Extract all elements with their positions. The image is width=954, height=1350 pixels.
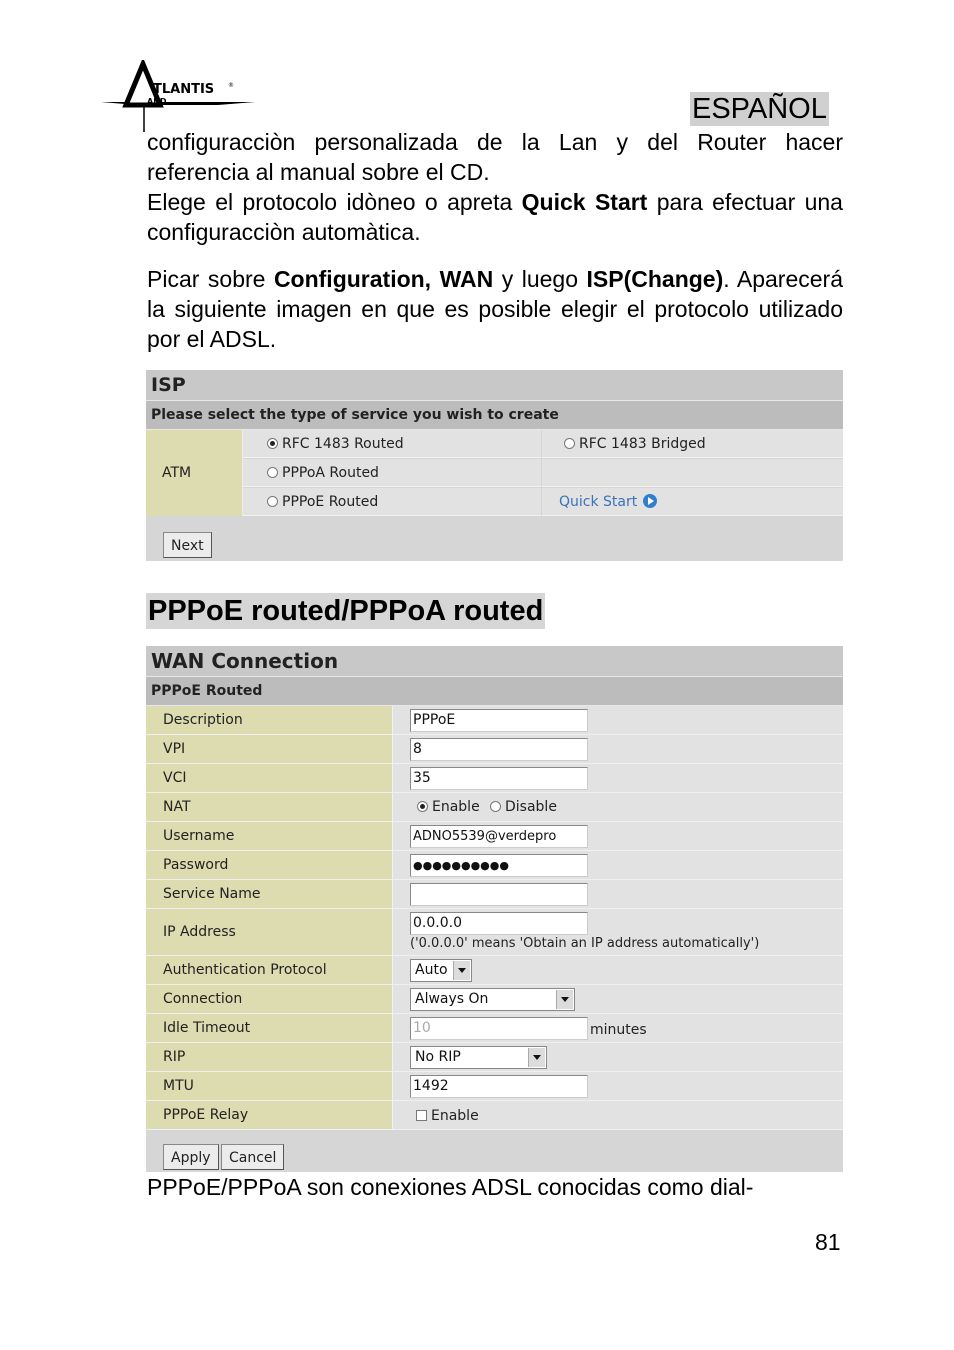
row-rip: RIP No RIP: [146, 1043, 843, 1072]
apply-button[interactable]: Apply: [163, 1144, 219, 1170]
nat-disable-option[interactable]: Disable: [490, 793, 557, 822]
option-pppoa-routed[interactable]: PPPoA Routed: [243, 459, 541, 487]
empty-cell: [542, 459, 843, 487]
pppoe-relay-checkbox[interactable]: [416, 1110, 427, 1121]
wan-connection-panel: [146, 646, 843, 1172]
option-pppoe-routed[interactable]: PPPoE Routed: [243, 488, 541, 516]
isp-subtitle: Please select the type of service you wish to create: [146, 401, 843, 430]
ip-address-hint: ('0.0.0.0' means 'Obtain an IP address automatically'): [410, 936, 760, 951]
wan-title: WAN Connection: [146, 646, 843, 677]
radio-rfc1483-bridged[interactable]: [564, 438, 575, 449]
nat-enable-option[interactable]: Enable: [417, 793, 480, 822]
option-rfc1483-routed[interactable]: RFC 1483 Routed: [243, 430, 541, 458]
next-button[interactable]: Next: [163, 532, 212, 558]
row-mtu: MTU 1492: [146, 1072, 843, 1101]
atlantis-logo: [98, 60, 258, 135]
pppoe-relay-option[interactable]: Enable: [416, 1102, 479, 1131]
wan-subtitle: PPPoE Routed: [146, 677, 843, 706]
row-description: Description PPPoE: [146, 706, 843, 735]
row-service-name: Service Name: [146, 880, 843, 909]
auth-protocol-select[interactable]: Auto: [410, 959, 472, 982]
intro-paragraph-3: Picar sobre Configuration, WAN y luego ISP(Change). Aparecerá la siguiente imagen en que es posible elegir el protocolo utilizado por el ADSL.: [147, 266, 843, 352]
idle-timeout-input[interactable]: 10: [410, 1017, 588, 1040]
isp-title: ISP: [146, 370, 843, 401]
nat-enable-radio[interactable]: [417, 801, 428, 812]
option-rfc1483-bridged[interactable]: RFC 1483 Bridged: [542, 430, 843, 458]
vpi-input[interactable]: 8: [410, 738, 588, 761]
footer-paragraph: PPPoE/PPPoA son conexiones ADSL conocidas como dial-: [147, 1174, 754, 1200]
row-auth-protocol: Authentication Protocol Auto: [146, 956, 843, 985]
quick-start-link[interactable]: Quick Start: [542, 488, 843, 516]
connection-select[interactable]: Always On: [410, 988, 575, 1011]
row-connection: Connection Always On: [146, 985, 843, 1014]
cancel-button[interactable]: Cancel: [221, 1144, 284, 1170]
atm-label: ATM: [146, 430, 243, 516]
row-username: Username ADNO5539@verdepro: [146, 822, 843, 851]
radio-pppoe-routed[interactable]: [267, 496, 278, 507]
radio-pppoa-routed[interactable]: [267, 467, 278, 478]
row-vpi: VPI 8: [146, 735, 843, 764]
row-pppoe-relay: PPPoE Relay Enable: [146, 1101, 843, 1130]
intro-paragraph-1: configuracciòn personalizada de la Lan y del Router hacer referencia al manual sobre el CD.: [147, 129, 843, 185]
password-input[interactable]: ●●●●●●●●●●: [410, 854, 588, 877]
radio-rfc1483-routed[interactable]: [267, 438, 278, 449]
row-ip-address: IP Address 0.0.0.0 ('0.0.0.0' means 'Obtain an IP address automatically'): [146, 909, 843, 956]
svg-text:TLANTIS: TLANTIS: [153, 82, 215, 97]
chevron-down-icon[interactable]: [528, 1048, 545, 1067]
username-input[interactable]: ADNO5539@verdepro: [410, 825, 588, 848]
isp-panel: [146, 370, 843, 561]
section-title: PPPoE routed/PPPoA routed: [148, 595, 544, 627]
arrow-right-circle-icon[interactable]: [643, 494, 657, 508]
description-input[interactable]: PPPoE: [410, 709, 588, 732]
chevron-down-icon[interactable]: [453, 961, 470, 980]
service-name-input[interactable]: [410, 883, 588, 906]
chevron-down-icon[interactable]: [556, 990, 573, 1009]
ip-address-input[interactable]: 0.0.0.0: [410, 912, 588, 935]
svg-text:®: ®: [228, 82, 234, 89]
svg-text:AND: AND: [147, 97, 167, 106]
language-label: ESPAÑOL: [692, 93, 827, 125]
row-nat: NAT Enable Disable: [146, 793, 843, 822]
idle-timeout-unit: minutes: [590, 1022, 647, 1038]
page-number: 81: [815, 1229, 841, 1255]
rip-select[interactable]: No RIP: [410, 1046, 547, 1069]
intro-paragraph-2: Elege el protocolo idòneo o apreta Quick Start para efectuar una configuracciòn automàtica.: [147, 189, 843, 245]
row-vci: VCI 35: [146, 764, 843, 793]
mtu-input[interactable]: 1492: [410, 1075, 588, 1098]
isp-options: [146, 430, 843, 517]
row-password: Password ●●●●●●●●●●: [146, 851, 843, 880]
nat-disable-radio[interactable]: [490, 801, 501, 812]
vci-input[interactable]: 35: [410, 767, 588, 790]
row-idle-timeout: Idle Timeout 10 minutes: [146, 1014, 843, 1043]
